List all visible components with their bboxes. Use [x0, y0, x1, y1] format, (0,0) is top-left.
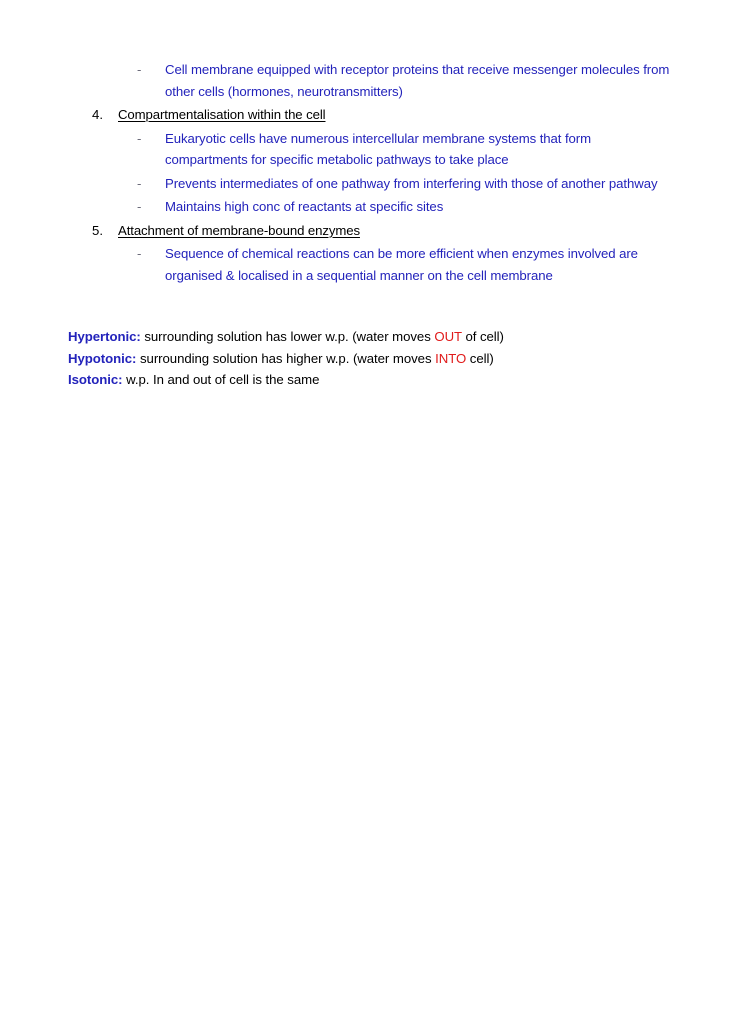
list-item	[137, 172, 743, 196]
outline-list	[0, 58, 743, 287]
numbered-item-heading: Attachment of membrane-bound enzymes	[118, 222, 360, 238]
definition-body-after: cell)	[466, 350, 494, 366]
dash-bullet-marker: -	[137, 130, 142, 146]
definition-body-before: surrounding solution has higher w.p. (water moves	[136, 350, 436, 366]
numbered-item-4	[92, 103, 743, 127]
definition-body-before: surrounding solution has lower w.p. (water moves	[140, 329, 435, 344]
dash-bullet-marker: -	[137, 62, 142, 77]
definition-body-before: w.p. In and out of cell is the same	[122, 372, 320, 388]
definition-hypotonic	[68, 348, 688, 370]
definition-emphasis: OUT	[434, 329, 462, 344]
list-item	[137, 127, 743, 172]
number-marker: 4.	[92, 107, 103, 122]
definition-body-after: of cell)	[461, 329, 504, 344]
definition-hypertonic	[68, 326, 688, 348]
number-marker: 5.	[92, 222, 103, 238]
list-item-text: Cell membrane equipped with receptor proteins that receive messenger molecules from other cells (hormones, neurotransmitters)	[165, 62, 670, 99]
list-item-text: Maintains high conc of reactants at specific sites	[165, 199, 444, 214]
definition-emphasis: INTO	[435, 350, 467, 366]
dash-bullet-marker: -	[137, 175, 142, 191]
list-item-text: Prevents intermediates of one pathway from interfering with those of another pathway	[165, 175, 658, 191]
definition-term: Hypotonic:	[68, 350, 137, 366]
definitions-block	[68, 326, 688, 391]
list-item-text: Eukaryotic cells have numerous intercellular membrane systems that form compartments for specific metabolic pathways to take place	[165, 130, 592, 167]
list-item	[137, 58, 743, 103]
definition-term: Hypertonic:	[68, 329, 141, 344]
definition-isotonic	[68, 369, 688, 391]
list-item	[137, 195, 743, 219]
list-item-text: Sequence of chemical reactions can be more efficient when enzymes involved are organised & localised in a sequential manner on the cell membrane	[165, 246, 638, 283]
dash-bullet-marker: -	[137, 246, 142, 261]
dash-bullet-marker: -	[137, 199, 142, 214]
definition-term: Isotonic:	[68, 372, 123, 388]
numbered-item-heading: Compartmentalisation within the cell	[118, 107, 326, 122]
numbered-item-5	[92, 219, 743, 243]
list-item	[137, 242, 743, 287]
